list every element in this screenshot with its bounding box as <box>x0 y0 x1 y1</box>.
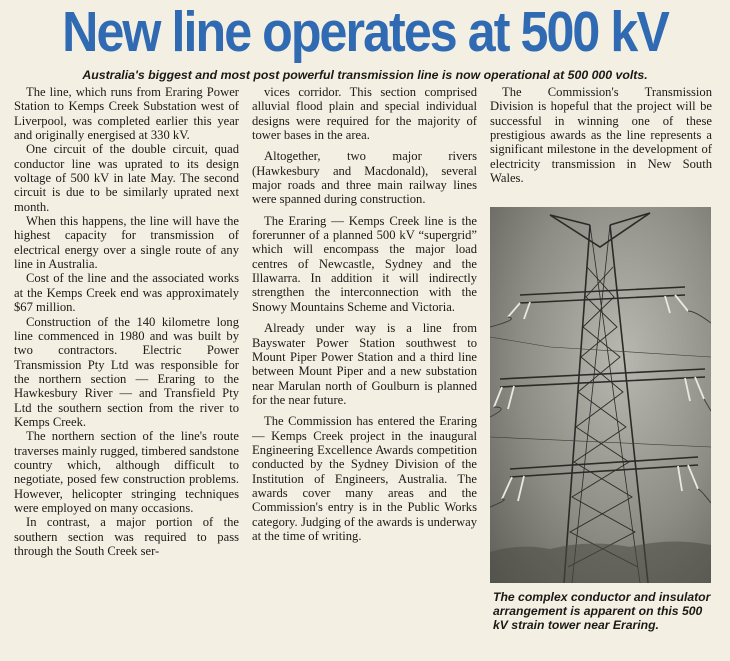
transmission-tower-photo <box>490 207 711 583</box>
paragraph: Already under way is a line from Bayswater Power Station southwest to Mount Piper Power Station and a third line between Mount Piper and a new substation near Marulan north of Goulburn is planned for the near future. <box>252 321 477 407</box>
paragraph: The northern section of the line's route traverses mainly rugged, timbered sandstone country which, although difficult to negotiate, posed few construction problems. However, helicopter stringing techniques were employed on many occasions. <box>14 429 239 515</box>
paragraph: The Commission has entered the Eraring — Kemps Creek project in the inaugural Engineering Excellence Awards competition conducted by the Sydney Division of the Institution of Engineers, Australia. The awards cover many areas and the Commission's entry is in the Public Works category. Judging of the awards is underway at the time of writing. <box>252 414 477 543</box>
headline: New line operates at 500 kV <box>62 0 668 64</box>
article-column-2 <box>252 85 477 543</box>
subheadline: Australia's biggest and most post powerful transmission line is now operational at 500 000 volts. <box>82 68 648 82</box>
paragraph: One circuit of the double circuit, quad conductor line was uprated to its design voltage of 500 kV in late May. The second circuit is due to be similarly uprated next month. <box>14 142 239 214</box>
paragraph: vices corridor. This section comprised alluvial flood plain and special individual designs were required for the majority of tower bases in the area. <box>252 85 477 143</box>
paragraph: Cost of the line and the associated works at the Kemps Creek end was approximately $67 million. <box>14 271 239 315</box>
paragraph: The Eraring — Kemps Creek line is the forerunner of a planned 500 kV “supergrid” which will encompass the major load centres of Newcastle, Sydney and the Illawarra. In addition it will indirectly strengthen the interconnection with the Snowy Mountains Scheme and Victoria. <box>252 213 477 314</box>
photo-caption: The complex conductor and insulator arrangement is apparent on this 500 kV strain tower near Eraring. <box>493 590 711 633</box>
paragraph: In contrast, a major portion of the southern section was required to pass through the South Creek ser- <box>14 515 239 558</box>
article-column-3 <box>490 85 712 185</box>
paragraph: The Commission's Transmission Division is hopeful that the project will be successful in winning one of these prestigious awards as the line represents a significant milestone in the development of electricity transmission in New South Wales. <box>490 85 712 186</box>
paragraph: When this happens, the line will have the highest capacity for transmission of electrical energy over a single route of any line in Australia. <box>14 214 239 272</box>
paragraph: The line, which runs from Eraring Power Station to Kemps Creek Substation west of Liverpool, was completed earlier this year and originally energised at 330 kV. <box>14 85 239 143</box>
article-column-1 <box>14 85 239 558</box>
transmission-tower-illustration <box>490 207 711 583</box>
paragraph: Construction of the 140 kilometre long line commenced in 1980 and was built by two contractors. Electric Power Transmission Pty Ltd was responsible for the northern section — Eraring to the Hawkesbury River — and Transfield Pty Ltd the southern section from the river to Kemps Creek. <box>14 314 239 429</box>
paragraph: Altogether, two major rivers (Hawkesbury and Macdonald), several major roads and three main railway lines were spanned during construction. <box>252 149 477 207</box>
